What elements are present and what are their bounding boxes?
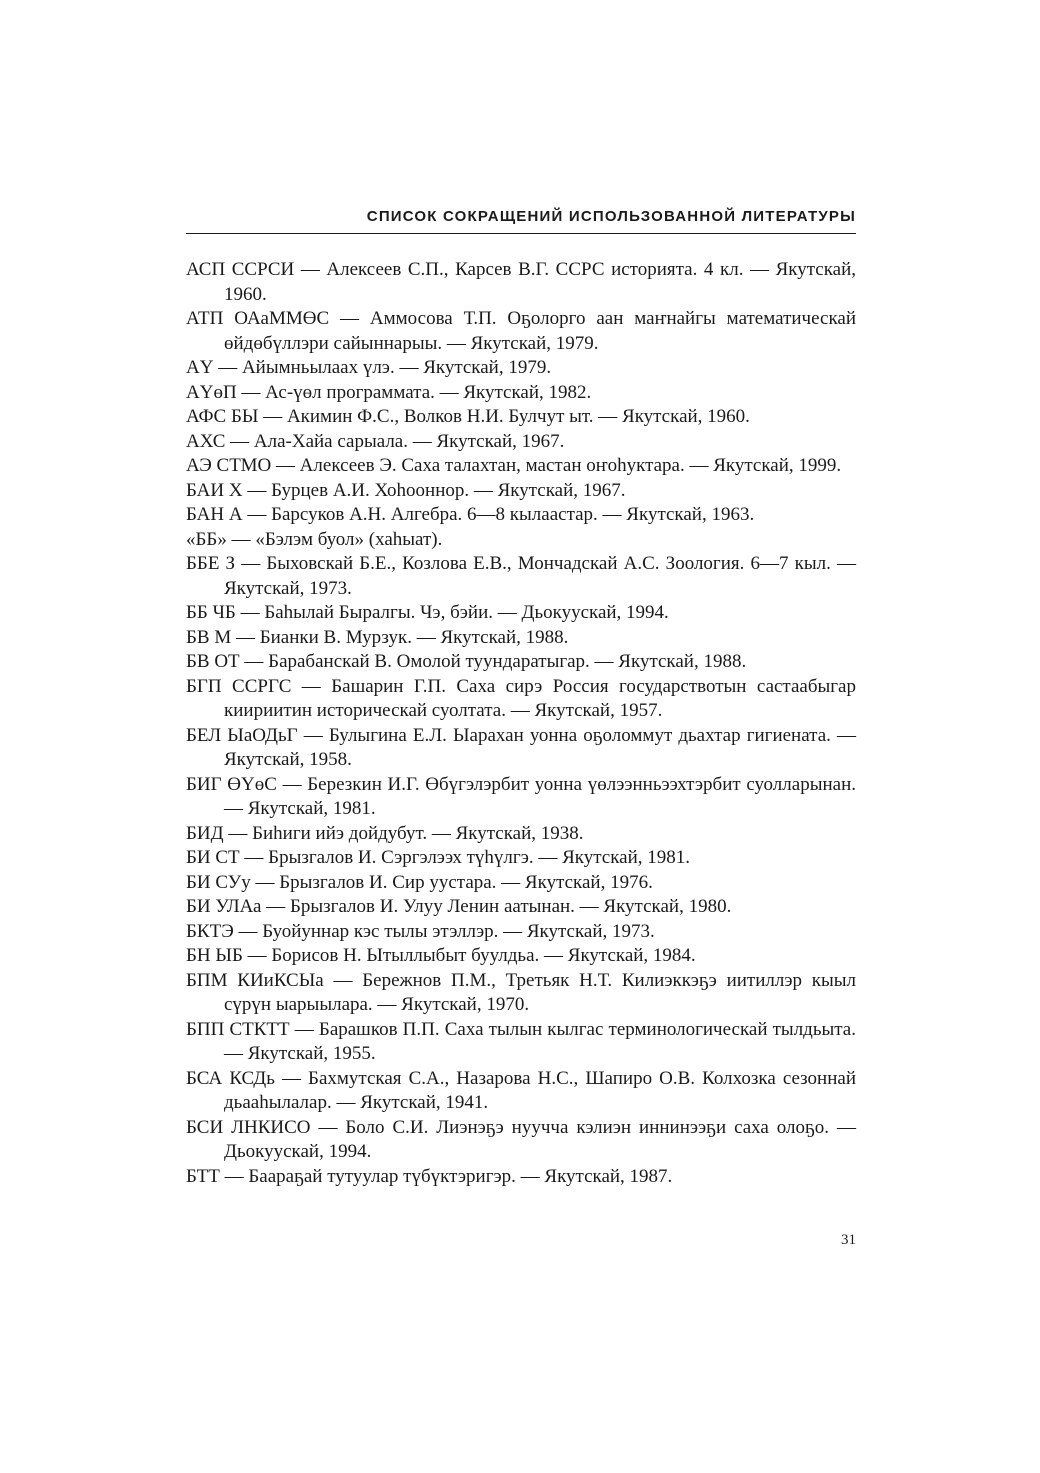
list-item: БВ М — Бианки В. Мурзук. — Якутскай, 1988. [186, 626, 569, 648]
list-item: ББ ЧБ — Баһылай Быралгы. Чэ, бэйи. — Дьокуускай, 1994. [186, 602, 669, 623]
list-item: БИ СУу — Брызгалов И. Сир уустара. — Якутскай, 1976. [186, 871, 653, 893]
list-item: АХС — Ала-Хайа сарыала. — Якутскай, 1967. [186, 430, 565, 452]
list-item: БСИ ЛНКИСО — Боло С.И. Лиэнэҕэ нуучча кэлиэн иннинээҕи саха олоҕо. — Дьокуускай, 1994. [186, 1116, 856, 1162]
list-item: БАИ Х — Бурцев А.И. Хоһооннор. — Якутскай, 1967. [186, 479, 626, 501]
list-item: БПП СТКТТ — Барашков П.П. Саха тылын кылгас терминологическай тылдьыта. — Якутскай, 1955. [186, 1018, 856, 1064]
list-item: АҮ — Айымньылаах үлэ. — Якутскай, 1979. [186, 357, 552, 378]
list-item: БСА КСДь — Бахмутская С.А., Назарова Н.С., Шапиро О.В. Колхозка сезоннай дьааһылалар. — Якутскай, 1941. [186, 1067, 856, 1113]
list-item: ББЕ З — Быховскай Б.Е., Козлова Е.В., Мончадскай А.С. Зоология. 6—7 кыл. — Якутскай, 1973. [186, 553, 856, 599]
list-item: БИ СТ — Брызгалов И. Сэргэлээх түһүлгэ. — Якутскай, 1981. [186, 847, 691, 868]
list-item: «ББ» — «Бэлэм буол» (хаһыат). [186, 528, 443, 550]
list-item: БАН А — Барсуков А.Н. Алгебра. 6—8 кылаастар. — Якутскай, 1963. [186, 504, 755, 525]
list-item: АСП ССРСИ — Алексеев С.П., Карсев В.Г. ССРС историята. 4 кл. — Якутскай, 1960. [186, 259, 856, 305]
page-number: 31 [841, 1232, 856, 1248]
list-item: АҮөП — Ас-үөл программата. — Якутскай, 1982. [186, 381, 592, 403]
list-item: АЭ СТМО — Алексеев Э. Саха талахтан, мастан оҥоһуктара. — Якутскай, 1999. [186, 455, 842, 476]
list-item: БИ УЛАа — Брызгалов И. Улуу Ленин аатынан. — Якутскай, 1980. [186, 896, 732, 917]
list-item: АФС БЫ — Акимин Ф.С., Волков Н.И. Булчут ыт. — Якутскай, 1960. [186, 406, 750, 427]
list-item: БЕЛ ЫаОДьГ — Булыгина Е.Л. Ыарахан уонна оҕоломмут дьахтар гигиената. — Якутскай, 1958. [186, 724, 856, 770]
list-item: БИД — Биһиги ийэ дойдубут. — Якутскай, 1938. [186, 822, 584, 844]
running-header [186, 208, 856, 234]
list-item: АТП ОАаММӨС — Аммосова Т.П. Оҕолорго аан маҥнайгы математическай өйдөбүллэри сайыннарыы. — Якутскай, 1979. [186, 308, 856, 354]
list-item: БПМ КИиКСЫа — Бережнов П.М., Третьяк Н.Т. Килиэккэҕэ иитиллэр кыыл сүрүн ыарыылара. — Якутскай, 1970. [186, 969, 856, 1015]
list-item: БТТ — Баараҕай тутуулар түбүктэригэр. — Якутскай, 1987. [186, 1165, 673, 1187]
list-item: БВ ОТ — Барабанскай В. Омолой туундаратыгар. — Якутскай, 1988. [186, 651, 747, 672]
list-item: БКТЭ — Буойуннар кэс тылы этэллэр. — Якутскай, 1973. [186, 920, 655, 942]
page-title: СПИСОК СОКРАЩЕНИЙ ИСПОЛЬЗОВАННОЙ ЛИТЕРАТУРЫ [366, 208, 856, 225]
list-item: БН ЫБ — Борисов Н. Ытыллыбыт буулдьа. — Якутскай, 1984. [186, 945, 696, 966]
abbreviation-list [186, 258, 856, 1189]
list-item: БИГ ӨҮөС — Березкин И.Г. Өбүгэлэрбит уонна үөлээнньээхтэрбит суолларынан. — Якутскай, 1981. [186, 773, 856, 819]
list-item: БГП ССРГС — Башарин Г.П. Саха сирэ Россия государствотын састаабыгар киириитин историческай суолтата. — Якутскай, 1957. [186, 675, 856, 721]
